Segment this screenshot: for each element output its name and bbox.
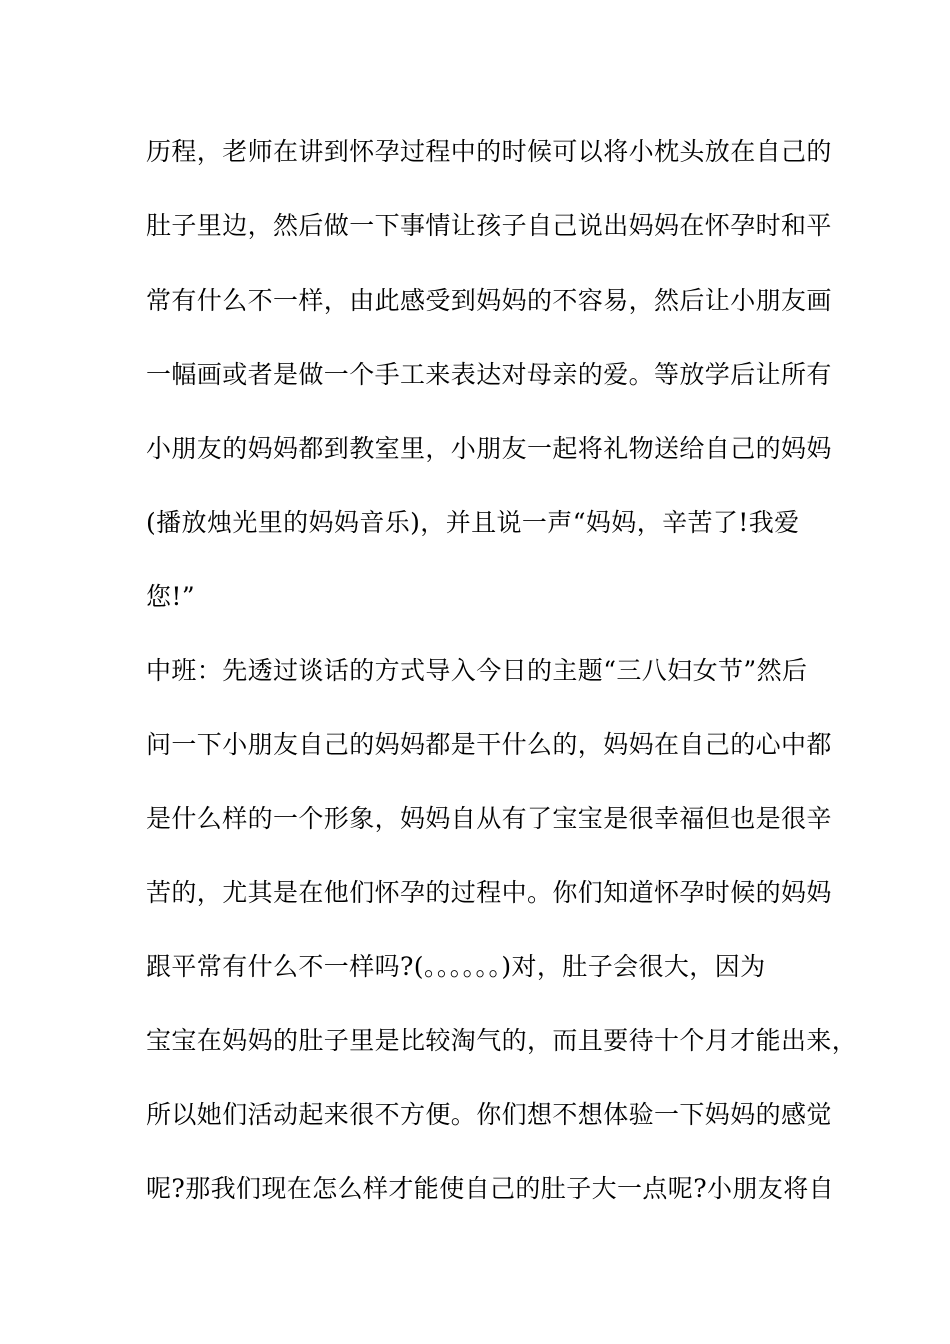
text-line: 问一下小朋友自己的妈妈都是干什么的，妈妈在自己的心中都 [146, 730, 832, 759]
text-line: 小朋友的妈妈都到教室里，小朋友一起将礼物送给自己的妈妈 [146, 434, 832, 463]
text-line: 苦的，尤其是在他们怀孕的过程中。你们知道怀孕时候的妈妈 [146, 878, 832, 907]
text-line: 中班：先透过谈话的方式导入今日的主题“三八妇女节”然后 [146, 656, 808, 685]
text-line: 是什么样的一个形象，妈妈自从有了宝宝是很幸福但也是很辛 [146, 804, 832, 833]
text-line: 常有什么不一样，由此感受到妈妈的不容易，然后让小朋友画 [146, 286, 832, 315]
text-line: 历程，老师在讲到怀孕过程中的时候可以将小枕头放在自己的 [146, 137, 832, 166]
text-line: 呢?那我们现在怎么样才能使自己的肚子大一点呢?小朋友将自 [146, 1174, 835, 1203]
text-line: 您!” [146, 582, 196, 611]
text-line: 肚子里边，然后做一下事情让孩子自己说出妈妈在怀孕时和平 [146, 211, 832, 240]
text-line: 一幅画或者是做一个手工来表达对母亲的爱。等放学后让所有 [146, 360, 832, 389]
text-line: (播放烛光里的妈妈音乐)，并且说一声“妈妈，辛苦了!我爱 [146, 508, 800, 537]
text-line: 所以她们活动起来很不方便。你们想不想体验一下妈妈的感觉 [146, 1100, 832, 1129]
text-line: 跟平常有什么不一样吗?(。。。。。。)对，肚子会很大，因为 [146, 952, 766, 981]
text-line: 宝宝在妈妈的肚子里是比较淘气的，而且要待十个月才能出来， [146, 1026, 858, 1055]
